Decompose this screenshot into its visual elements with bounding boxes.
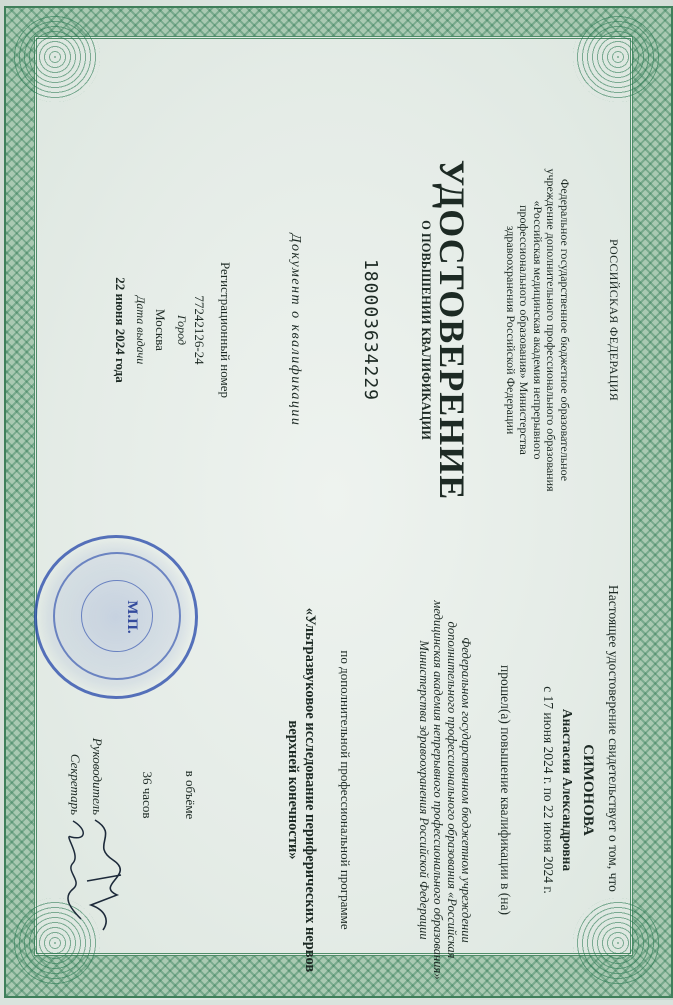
registration-number: 77242126-24 bbox=[192, 295, 207, 365]
issuing-organization: Федеральное государственное бюджетное образовательное учреждение дополнительного профессионального образования «Российская медицинская академия непрерывного профессионального образования» Министерства здравоохранения Российской Федерации bbox=[504, 168, 572, 492]
certificate-subtitle: О ПОВЫШЕНИИ КВАЛИФИКАЦИИ bbox=[419, 220, 433, 440]
secretary-label: Секретарь bbox=[68, 753, 83, 815]
holder-surname: СИМОНОВА bbox=[580, 744, 596, 836]
issue-date: 22 июня 2024 года bbox=[113, 277, 128, 383]
head-signature bbox=[85, 815, 125, 935]
city-label: Город bbox=[175, 314, 189, 346]
program-name: «Ультразвуковое исследование периферических нервов верхней конечности» bbox=[285, 607, 318, 973]
registration-label: Регистрационный номер bbox=[218, 262, 233, 398]
passed-text: прошел(а) повышение квалификации в (на) bbox=[498, 665, 513, 915]
training-organization: Федеральном государственном бюджетном учреждении дополнительного профессионального образования «Российская медицинская академия непрерывного профессионального образования» Министерства здравоохранения Российской Федерации bbox=[417, 600, 473, 980]
certificate-title: УДОСТОВЕРЕНИЕ bbox=[432, 159, 472, 501]
certifies-text: Настоящее удостоверение свидетельствует о том, что bbox=[606, 585, 621, 892]
head-label: Руководитель bbox=[90, 737, 105, 815]
hours-value: 36 часов bbox=[140, 771, 155, 819]
document-type: Документ о квалификации bbox=[288, 233, 303, 427]
city-value: Москва bbox=[153, 309, 168, 351]
holder-name: Анастасия Александровна bbox=[560, 708, 575, 872]
training-period: с 17 июня 2024 г. по 22 июня 2024 г. bbox=[541, 686, 556, 894]
country-label: РОССИЙСКАЯ ФЕДЕРАЦИЯ bbox=[607, 238, 621, 402]
seal-mp-text: М.П. bbox=[124, 600, 140, 634]
official-seal bbox=[34, 535, 198, 699]
seal-emblem bbox=[81, 580, 153, 652]
volume-label: в объёме bbox=[183, 770, 198, 820]
program-label: по дополнительной профессиональной программе bbox=[338, 650, 353, 930]
certificate-number: 180003634229 bbox=[360, 258, 381, 402]
secretary-signature bbox=[61, 815, 91, 925]
issue-date-label: Дата выдачи bbox=[134, 295, 148, 365]
